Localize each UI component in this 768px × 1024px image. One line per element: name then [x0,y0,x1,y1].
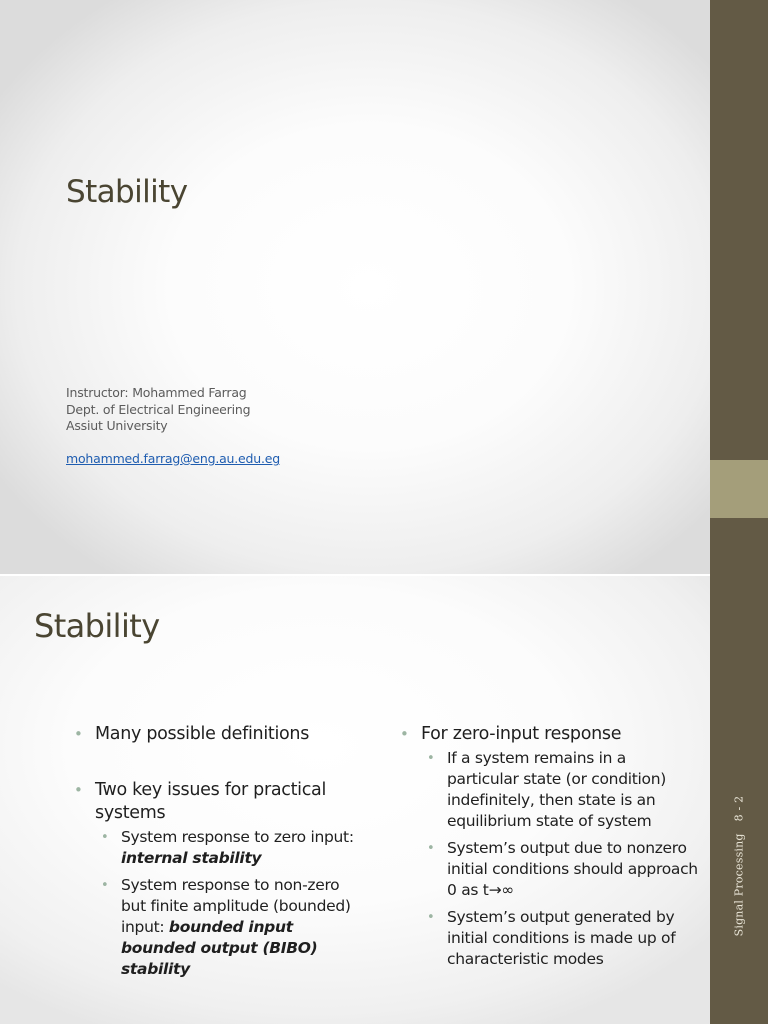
emphasis-text: internal stability [121,849,262,867]
bullet-zero-input [400,723,700,746]
bullet-key-issues [74,779,364,825]
sub-bullet-text: System’s output generated by initial conditions is made up of characteristic modes [447,908,676,968]
slide-number: 8 - 2 [732,795,746,822]
slide-footer [733,796,746,937]
sub-bullet-initial-conditions [423,838,700,901]
bullet-text: Two key issues for practical systems [95,780,327,823]
bullet-definitions [74,723,364,746]
sub-bullet-text: System response to zero input: [121,828,354,846]
sub-bullet-characteristic-modes [423,907,700,970]
left-column [74,723,364,980]
content-slide [0,576,710,1024]
sub-bullet-equilibrium [423,748,700,832]
title-slide-heading: Stability [66,174,188,210]
sub-bullet-text: If a system remains in a particular state (or condition) indefinitely, then state is an equilibrium state of system [447,749,666,830]
bullet-text: Many possible definitions [95,724,310,744]
bullet-text: For zero-input response [421,724,622,744]
sub-bullet-bibo-stability [97,875,364,980]
sub-bullet-internal-stability [97,827,364,869]
instructor-name: Instructor: Mohammed Farrag [66,385,247,400]
sidebar-accent-block [710,460,768,518]
author-block [66,385,250,435]
emphasis-text: ) stability [121,939,318,978]
content-slide-heading: Stability [34,607,160,645]
university-name: Assiut University [66,418,168,433]
course-label: Signal Processing [732,833,746,937]
department-name: Dept. of Electrical Engineering [66,401,251,417]
emphasis-text: bounded input bounded output ( [121,918,293,957]
emphasis-text: BIBO [269,939,311,957]
sub-bullet-text: System response to non-zero but finite amplitude (bounded) input: [121,876,351,936]
right-column [400,723,700,970]
email-link[interactable]: mohammed.farrag@eng.au.edu.eg [66,451,280,466]
sub-bullet-text: System’s output due to nonzero initial conditions should approach 0 as t→∞ [447,839,698,899]
